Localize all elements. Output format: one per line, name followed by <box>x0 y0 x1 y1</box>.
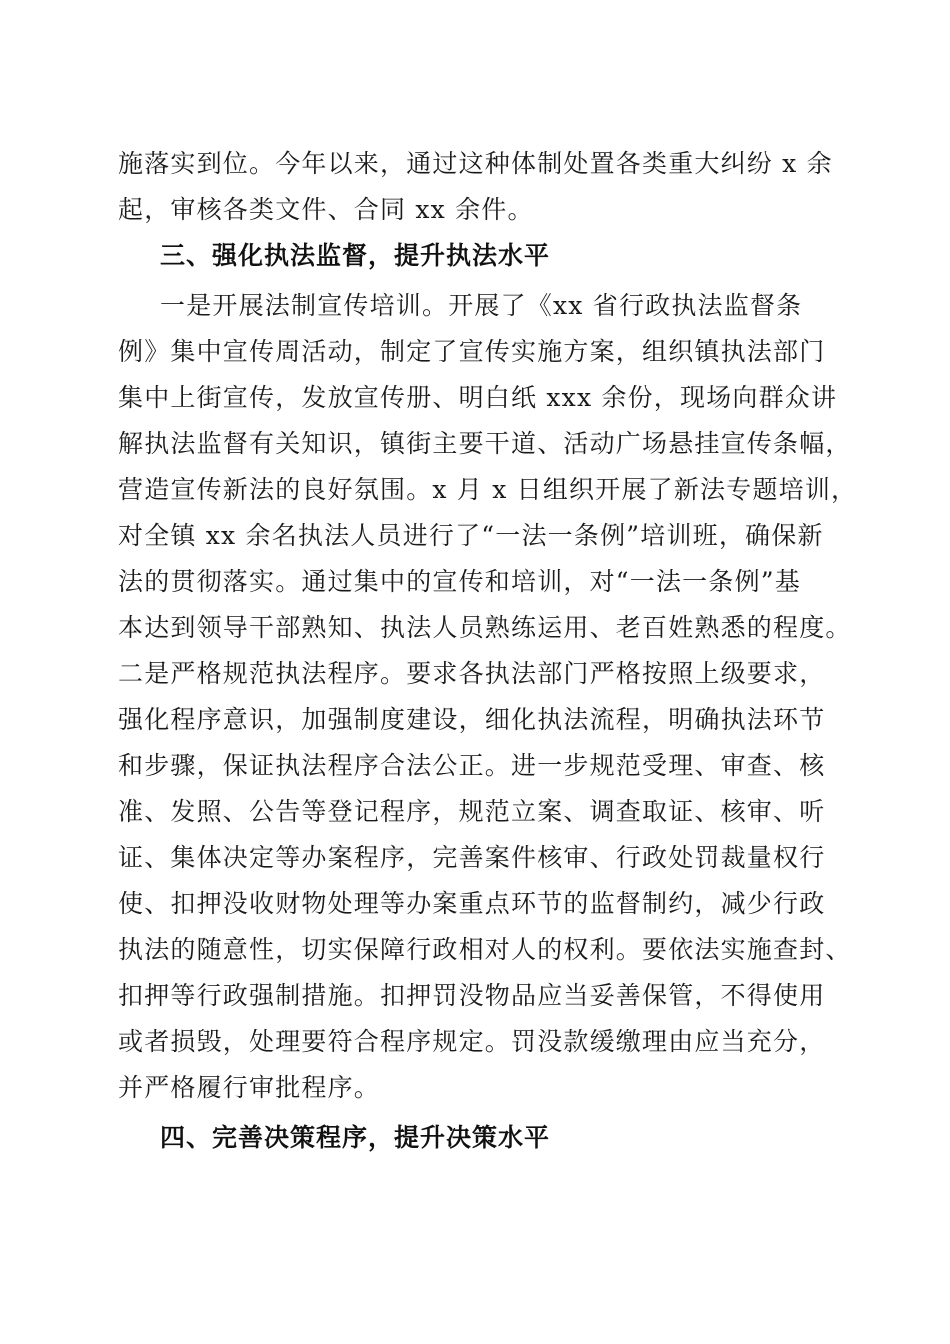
paragraph-line: 集中上街宣传，发放宣传册、明白纸 xxx 余份，现场向群众讲 <box>118 383 838 412</box>
paragraph-line: 施落实到位。今年以来，通过这种体制处置各类重大纠纷 x 余 <box>118 149 833 178</box>
paragraph-line: 一是开展法制宣传培训。开展了《xx 省行政执法监督条 <box>160 291 803 320</box>
paragraph-line: 强化程序意识，加强制度建设，细化执法流程，明确执法环节 <box>118 705 826 734</box>
paragraph-line: 法的贯彻落实。通过集中的宣传和培训，对“一法一条例”基 <box>118 567 801 596</box>
paragraph-line: 对全镇 xx 余名执法人员进行了“一法一条例”培训班，确保新 <box>118 521 824 550</box>
paragraph-line: 执法的随意性，切实保障行政相对人的权利。要依法实施查封、 <box>118 935 852 964</box>
section-heading-3: 三、强化执法监督，提升执法水平 <box>160 241 551 270</box>
paragraph-line: 例》集中宣传周活动，制定了宣传实施方案，组织镇执法部门 <box>118 337 826 366</box>
paragraph-line: 准、发照、公告等登记程序，规范立案、调查取证、核审、听 <box>118 797 826 826</box>
paragraph-line: 营造宣传新法的良好氛围。x 月 x 日组织开展了新法专题培训， <box>118 475 858 504</box>
paragraph-line: 起，审核各类文件、合同 xx 余件。 <box>118 195 534 224</box>
paragraph-line: 和步骤，保证执法程序合法公正。进一步规范受理、审查、核 <box>118 751 826 780</box>
paragraph-line: 并严格履行审批程序。 <box>118 1073 381 1102</box>
paragraph-line: 扣押等行政强制措施。扣押罚没物品应当妥善保管，不得使用 <box>118 981 826 1010</box>
section-heading-4: 四、完善决策程序，提升决策水平 <box>160 1123 551 1152</box>
paragraph-line: 使、扣押没收财物处理等办案重点环节的监督制约，减少行政 <box>118 889 826 918</box>
paragraph-line: 证、集体决定等办案程序，完善案件核审、行政处罚裁量权行 <box>118 843 826 872</box>
paragraph-line: 本达到领导干部熟知、执法人员熟练运用、老百姓熟悉的程度。 <box>118 613 852 642</box>
paragraph-line: 二是严格规范执法程序。要求各执法部门严格按照上级要求， <box>118 659 826 688</box>
paragraph-line: 或者损毁，处理要符合程序规定。罚没款缓缴理由应当充分， <box>118 1027 826 1056</box>
paragraph-line: 解执法监督有关知识，镇街主要干道、活动广场悬挂宣传条幅， <box>118 429 852 458</box>
